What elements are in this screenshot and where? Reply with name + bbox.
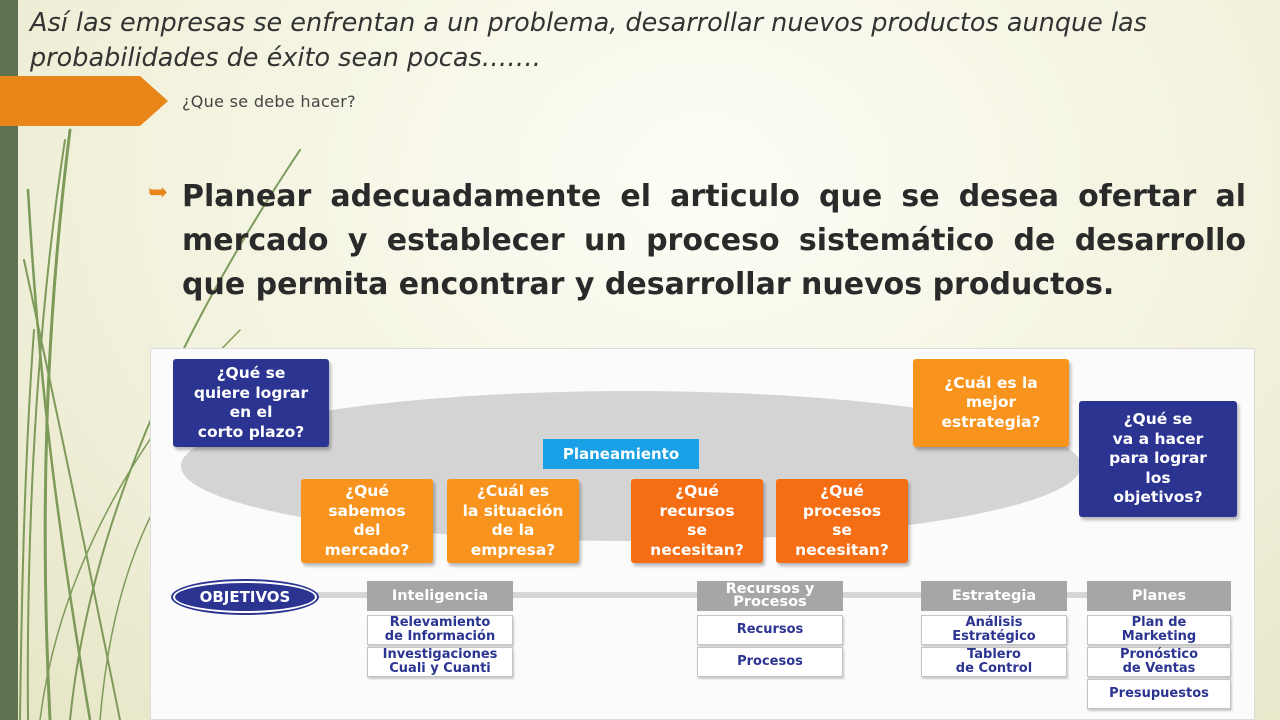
- planning-diagram: [150, 348, 1255, 720]
- item-pronostico-ventas: Pronóstico de Ventas: [1087, 647, 1231, 677]
- item-relevamiento: Relevamiento de Información: [367, 615, 513, 645]
- item-plan-marketing: Plan de Marketing: [1087, 615, 1231, 645]
- category-planes: Planes: [1087, 581, 1231, 611]
- category-recursos-procesos: Recursos y Procesos: [697, 581, 843, 611]
- item-presupuestos: Presupuestos: [1087, 679, 1231, 709]
- question-company: ¿Cuál es la situación de la empresa?: [447, 479, 579, 563]
- category-inteligencia: Inteligencia: [367, 581, 513, 611]
- objetivos-ellipse: OBJETIVOS: [173, 581, 317, 613]
- bullet-text: Planear adecuadamente el articulo que se desea ofertar al mercado y establecer un proceso sistemático de desarrollo que permita encontrar y desarrollar nuevos productos.: [182, 179, 1246, 302]
- question-what-to-do: ¿Qué se va a hacer para lograr los objetivos?: [1079, 401, 1237, 517]
- item-procesos: Procesos: [697, 647, 843, 677]
- slide-subtitle: ¿Que se debe hacer?: [182, 92, 356, 111]
- question-short-term: ¿Qué se quiere lograr en el corto plazo?: [173, 359, 329, 447]
- category-estrategia: Estrategia: [921, 581, 1067, 611]
- bullet-arrow-icon: ➥: [148, 178, 169, 206]
- item-tablero-control: Tablero de Control: [921, 647, 1067, 677]
- item-recursos: Recursos: [697, 615, 843, 645]
- item-investigaciones: Investigaciones Cuali y Cuanti: [367, 647, 513, 677]
- planeamiento-label: Planeamiento: [543, 439, 699, 469]
- question-best-strategy: ¿Cuál es la mejor estrategia?: [913, 359, 1069, 447]
- question-market: ¿Qué sabemos del mercado?: [301, 479, 433, 563]
- slide-title: Así las empresas se enfrentan a un problema, desarrollar nuevos productos aunque las probabilidades de éxito sean pocas…….: [30, 8, 1147, 73]
- item-analisis-estrategico: Análisis Estratégico: [921, 615, 1067, 645]
- question-resources: ¿Qué recursos se necesitan?: [631, 479, 763, 563]
- question-processes: ¿Qué procesos se necesitan?: [776, 479, 908, 563]
- orange-tab-shape: [0, 76, 168, 126]
